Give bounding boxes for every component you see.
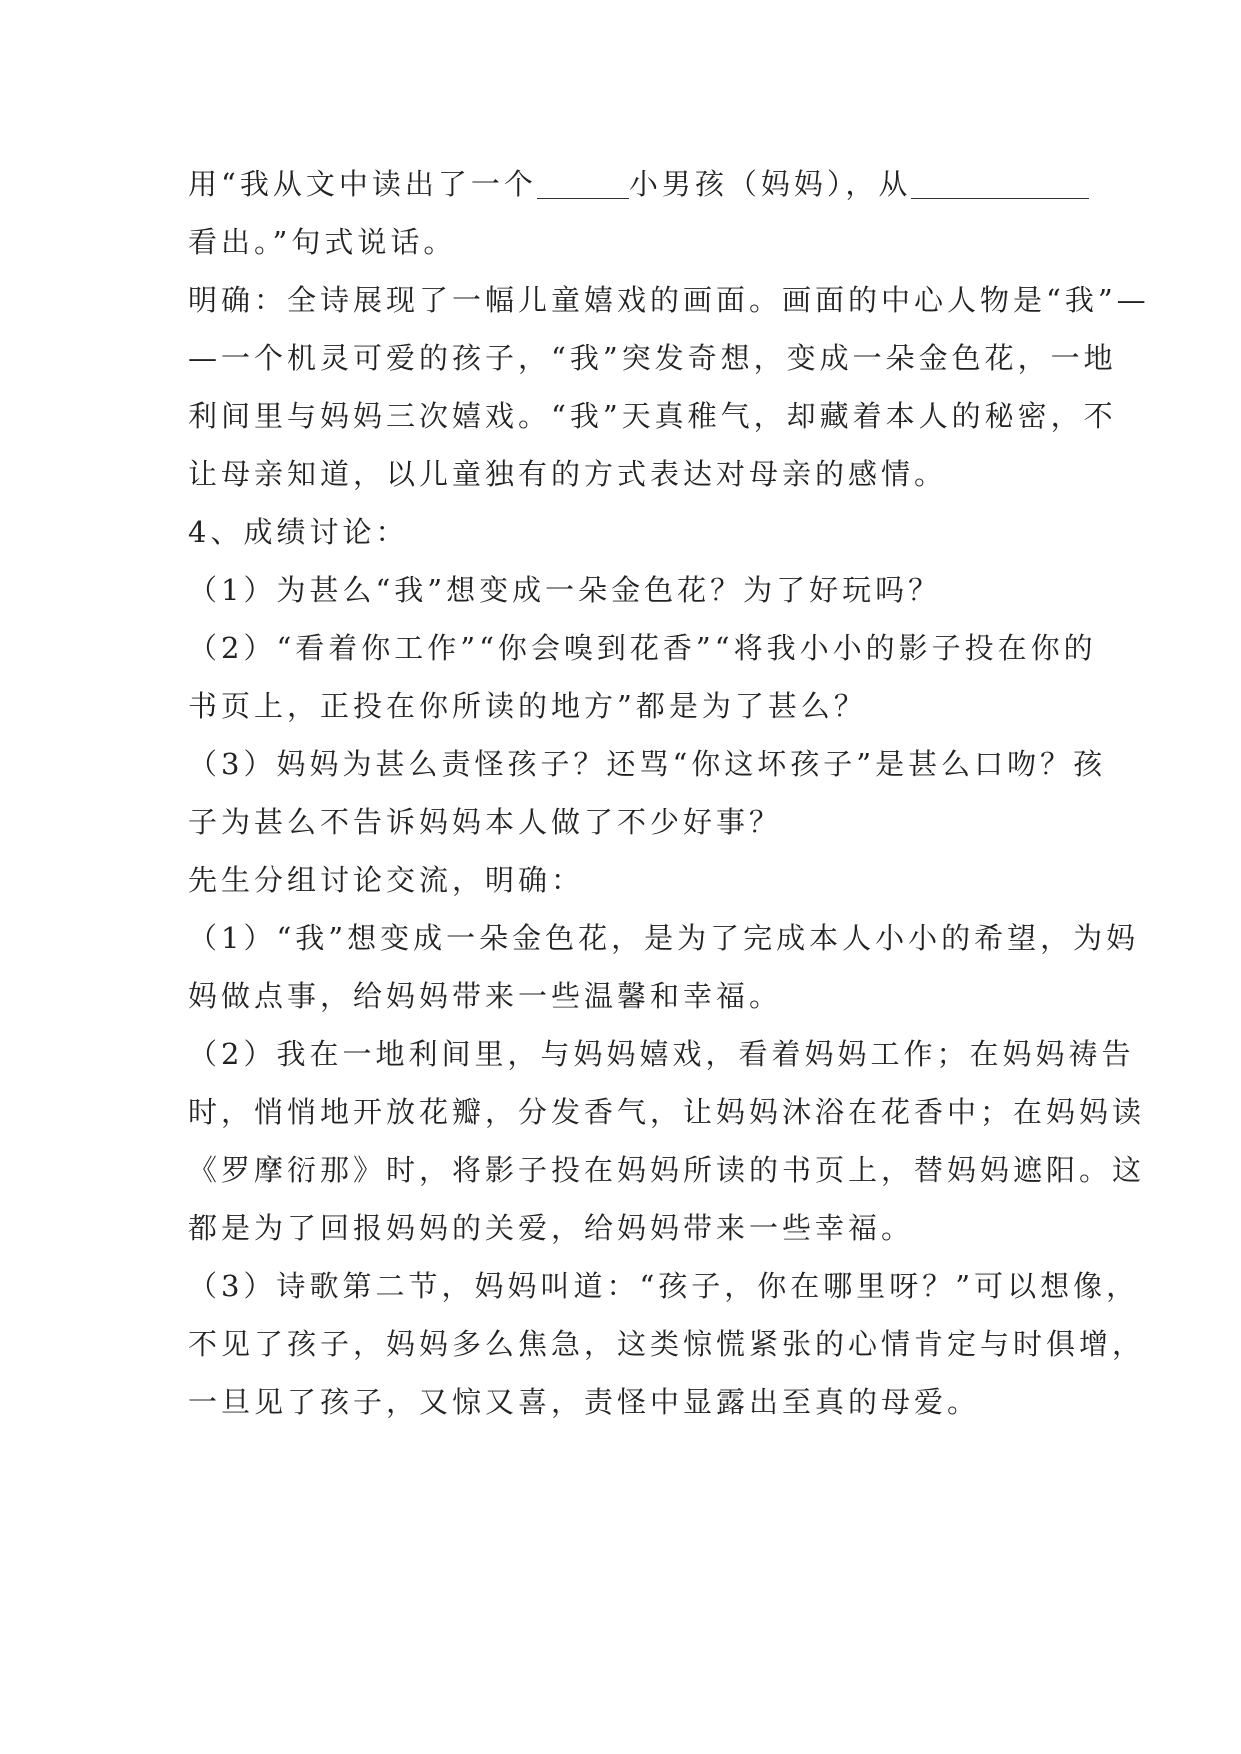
fill-blank-2 — [911, 164, 1089, 199]
answer-line: （2）我在一地利间里，与妈妈嬉戏，看着妈妈工作；在妈妈祷告 — [188, 1037, 1135, 1071]
question-line: （3）妈妈为甚么责怪孩子？还骂“你这坏孩子”是甚么口吻？孩 — [188, 747, 1107, 781]
answer-line: 一旦见了孩子，又惊又喜，责怪中显露出至真的母爱。 — [188, 1385, 981, 1419]
answer-line: 《罗摩衍那》时，将影子投在妈妈所读的书页上，替妈妈遮阳。这 — [188, 1153, 1146, 1187]
paragraph-line: 利间里与妈妈三次嬉戏。“我”天真稚气，却藏着本人的秘密，不 — [188, 399, 1117, 433]
answer-line: 妈做点事，给妈妈带来一些温馨和幸福。 — [188, 979, 783, 1013]
fill-blank-1 — [537, 164, 629, 199]
answer-line: 不见了孩子，妈妈多么焦急，这类惊慌紧张的心情肯定与时俱增， — [188, 1327, 1146, 1361]
paragraph-line: 先生分组讨论交流，明确： — [188, 863, 585, 897]
prompt-text-start: 用“我从文中读出了一个 — [188, 167, 537, 201]
question-line: （1）为甚么“我”想变成一朵金色花？为了好玩吗？ — [188, 573, 942, 607]
answer-line: 时，悄悄地开放花瓣，分发香气，让妈妈沐浴在花香中；在妈妈读 — [188, 1095, 1146, 1129]
prompt-text-middle: 小男孩（妈妈），从 — [628, 167, 912, 201]
answer-line: （1）“我”想变成一朵金色花，是为了完成本人小小的希望，为妈 — [188, 921, 1140, 955]
question-line: 子为甚么不告诉妈妈本人做了不少好事？ — [188, 805, 783, 839]
paragraph-line: 让母亲知道，以儿童独有的方式表达对母亲的感情。 — [188, 457, 948, 491]
prompt-line-2: 看出。”句式说话。 — [188, 225, 457, 259]
paragraph-line: 明确：全诗展现了一幅儿童嬉戏的画面。画面的中心人物是“我”— — [188, 283, 1150, 317]
answer-line: 都是为了回报妈妈的关爱，给妈妈带来一些幸福。 — [188, 1211, 915, 1245]
paragraph-line: —一个机灵可爱的孩子，“我”突发奇想，变成一朵金色花，一地 — [188, 341, 1117, 375]
question-line: 书页上，正投在你所读的地方”都是为了甚么？ — [188, 689, 867, 723]
answer-line: （3）诗歌第二节，妈妈叫道：“孩子，你在哪里呀？”可以想像， — [188, 1269, 1140, 1303]
question-line: （2）“看着你工作”“你会嗅到花香”“将我小小的影子投在你的 — [188, 631, 1097, 665]
prompt-line-1 — [188, 160, 1089, 208]
section-heading: 4、成绩讨论： — [188, 515, 409, 549]
